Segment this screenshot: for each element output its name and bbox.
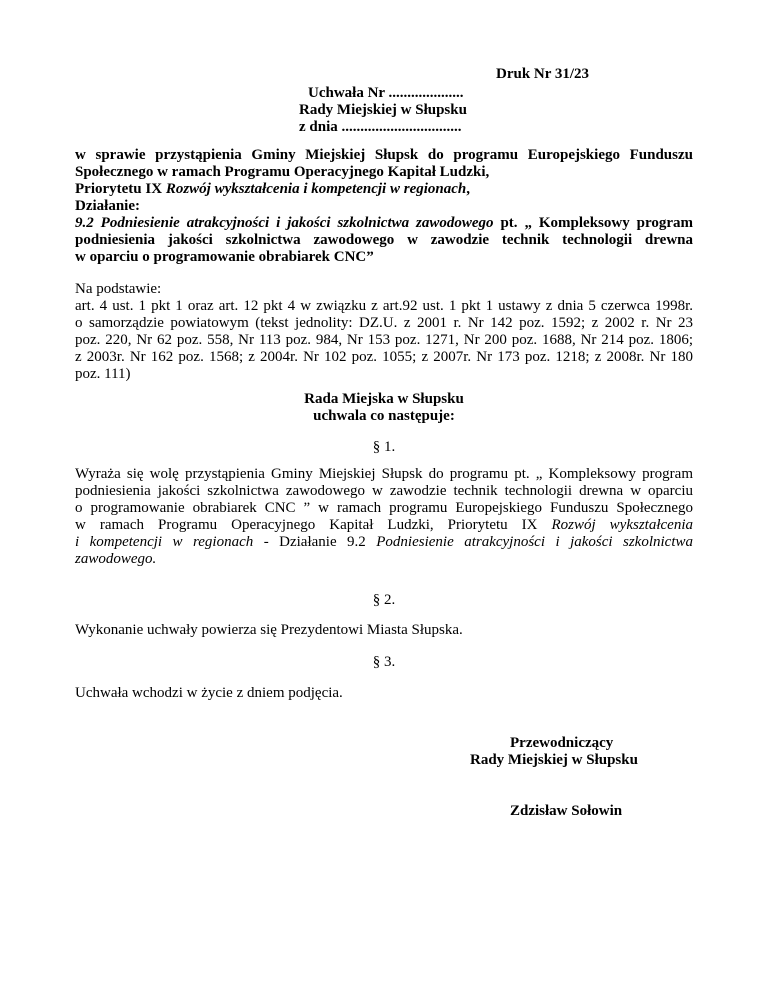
section-1-text: w ramach Programu Operacyjnego Kapitał Ludzki, Priorytetu IX [75,517,552,533]
section-1-line: o programowanie obrabiarek CNC ” w ramach programu Europejskiego Funduszu Społecznego [75,500,693,516]
signature-council: Rady Miejskiej w Słupsku [470,752,638,768]
subject-line: Społecznego w ramach Programu Operacyjnego Kapitał Ludzki, [75,164,490,180]
basis-line: poz. 111) [75,366,131,382]
action-name: 9.2 Podniesienie atrakcyjności i jakości szkolnictwa zawodowego [75,215,494,231]
subject-text: pt. „ Kompleksowy program [493,215,693,231]
subject-text: Priorytetu IX [75,181,166,197]
basis-block [75,298,693,383]
section-1-line: podniesienia jakości szkolnictwa zawodowego w zawodzie technik technologii drewna w oparciu [75,483,693,499]
print-number: Druk Nr 31/23 [496,66,590,82]
section-1-line: zawodowego. [75,551,157,567]
resolves-line: Rada Miejska w Słupsku [304,391,464,407]
section-1-body [75,466,693,568]
basis-label: Na podstawie: [75,281,162,297]
basis-line: poz. 220, Nr 62 poz. 558, Nr 113 poz. 984, Nr 153 poz. 1271, Nr 200 poz. 1688, Nr 214 poz. 1806; [75,332,693,348]
subject-line: podniesienia jakości szkolnictwa zawodowego w zawodzie technik technologii drewna [75,232,693,248]
section-1-mark: § 1. [372,439,396,455]
section-3-text: Uchwała wchodzi w życie z dniem podjęcia. [75,685,343,701]
section-2-mark: § 2. [372,592,396,608]
subject-line: w oparciu o programowanie obrabiarek CNC” [75,249,374,265]
subject-line: w sprawie przystąpienia Gminy Miejskiej Słupsk do programu Europejskiego Funduszu [75,147,693,163]
section-1-line: Wyraża się wolę przystąpienia Gminy Miejskiej Słupsk do programu pt. „ Kompleksowy program [75,466,693,482]
resolves-line: uchwala co następuje: [313,408,455,424]
resolution-date: z dnia ................................ [299,119,462,135]
section-1-italic: Rozwój wykształcenia [551,517,693,533]
subject-line [75,181,693,198]
section-1-text: - Działanie 9.2 [253,534,377,550]
resolution-number: Uchwała Nr .................... [308,85,464,101]
priority-name: Rozwój wykształcenia i kompetencji w regionach [165,181,467,197]
council-name: Rady Miejskiej w Słupsku [299,102,467,118]
subject-block [75,147,693,266]
subject-line: Działanie: [75,198,140,214]
basis-line: z 2003r. Nr 162 poz. 1568; z 2004r. Nr 102 poz. 1055; z 2007r. Nr 173 poz. 1218; z 2008r. Nr 180 [75,349,693,365]
signature-title: Przewodniczący [510,735,614,751]
subject-line [75,215,693,232]
section-2-text: Wykonanie uchwały powierza się Prezydentowi Miasta Słupska. [75,622,463,638]
section-1-italic: i kompetencji w regionach [75,534,254,550]
basis-line: o samorządzie powiatowym (tekst jednolity: DZ.U. z 2001 r. Nr 142 poz. 1592; z 2002 r. Nr 23 [75,315,693,331]
section-3-mark: § 3. [372,654,396,670]
section-1-line [75,534,693,551]
section-1-line [75,517,693,534]
signature-name: Zdzisław Sołowin [510,803,623,819]
section-1-italic: Podniesienie atrakcyjności i jakości szkolnictwa [376,534,693,550]
basis-line: art. 4 ust. 1 pkt 1 oraz art. 12 pkt 4 w związku z art.92 ust. 1 pkt 1 ustawy z dnia 5 czerwca 1998r. [75,298,693,314]
subject-text: , [466,181,470,197]
